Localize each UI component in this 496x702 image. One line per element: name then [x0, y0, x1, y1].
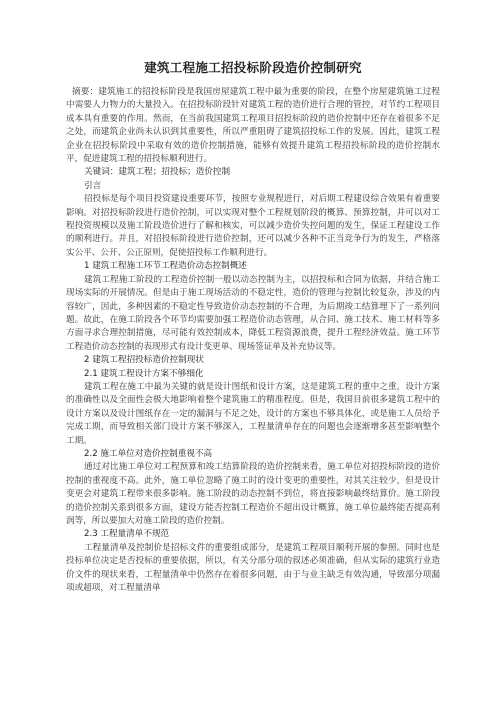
abstract-paragraph: 摘要：建筑施工的招投标阶段是我国房屋建筑工程中最为重要的阶段，在整个房屋建筑施工过程中需要人力物力的大量投入。在招投标阶段针对建筑工程的造价进行合理的管控，对节约工程项目成本具有重要的作用。然而，在当前我国建筑工程项目招投标阶段的造价控制中还存在着很多不足之处，而建筑企业尚未认识到其重要性，所以严重阻碍了建筑招投标工作的发展。因此，建筑工程企业在招投标阶段中采取有效的造价控制措施，能够有效提升建筑工程招投标阶段的造价控制水平，促进建筑工程的招投标顺利进行。	[66, 87, 440, 165]
section-2-2-heading: 2.2 施工单位对造价控制重视不高	[84, 448, 213, 459]
keywords-line: 关键词：建筑工程；招投标；造价控制	[84, 167, 231, 178]
section-2-1-paragraph: 建筑工程在施工中最为关键的就是设计图纸和设计方案，这是建筑工程的重中之重，设计方案的准确性以及全面性会极大地影响着整个建筑施工的精准程度。但是，我国目前很多建筑工程中的设计方案以及设计图纸存在一定的漏洞与不足之处，设计的方案也不够具体化，或是施工人员给予完成工期，而导致相关部门设计方案不够深入，工程量清单存在的问题也会逐渐增多甚至影响整个工期。	[66, 381, 440, 446]
section-2-3-heading: 2.3 工程量清单不规范	[84, 529, 170, 540]
intro-label: 引言	[84, 180, 102, 191]
intro-paragraph: 招投标是每个项目投资建设重要环节，按照专业规程进行，对后期工程建设综合效果有着重要影响。对招投标阶段进行造价控制，可以实现对整个工程规划阶段的概算、预算控制，并可以对工程投资规模以及施工阶段造价进行了解和核实，可以减少造价失控问题的发生，保证工程建设工作的顺利进行。并且，对招投标阶段进行造价控制，还可以减少各种不正当竞争行为的发生，严格落实公平、公开、公正原则，促使招投标工作顺利进行。	[66, 194, 440, 258]
section-2-heading: 2 建筑工程招投标造价控制现状	[84, 355, 204, 366]
section-2-1-heading: 2.1 建筑工程设计方案不够细化	[84, 368, 204, 379]
section-2-2-paragraph: 通过对比施工单位对工程预算和竣工结算阶段的造价控制来看，施工单位对招投标阶段的造价控制的重视度不高。此外，施工单位忽略了施工时的设计变更的重要性，对其关注较少，但是设计变更会对建筑工程带来很多影响。施工阶段的动态控制不到位，将直接影响最终结算价。施工阶段的造价控制关系到很多方面，建设方能否控制工程造价不超出设计概算，施工单位最终能否提高利润等，所以要加大对施工阶段的造价控制。	[66, 462, 440, 526]
document-title: 建筑工程施工招投标阶段造价控制研究	[144, 60, 362, 75]
section-1-paragraph: 建筑工程施工阶段的工程造价控制一般以动态控制为主，以招投标和合同为依据，并结合施工现场实际的开展情况。但是由于施工现场活动的不稳定性，造价的管理与控制比较复杂，涉及的内容较广，因此，多种因素的不稳定性导致造价动态控制的不合理，为后期竣工结算埋下了一系列问题。故此，在施工阶段各个环节均需要加强工程造价动态管理，从合同、施工技术、施工材料等多方面寻求合理控制措施，尽可能有效控制成本，降低工程资源浪费，提升工程经济效益。施工环节工程造价动态控制的表现形式有设计变更单、现场签证单及补充协议等。	[66, 274, 440, 352]
section-2-3-paragraph: 工程量清单及控制价是招标文件的重要组成部分，是建筑工程项目顺利开展的参照。同时也是投标单位决定是否投标的重要依据，所以，有关分部分项的叙述必须准确，但从实际的建筑行业造价文件的现状来看，工程量清单中仍然存在着很多问题，由于与业主缺乏有效沟通，导致部分项漏项或超项，对工程量清单	[66, 542, 440, 594]
section-1-heading: 1 建筑工程施工环节工程造价动态控制概述	[84, 261, 247, 272]
